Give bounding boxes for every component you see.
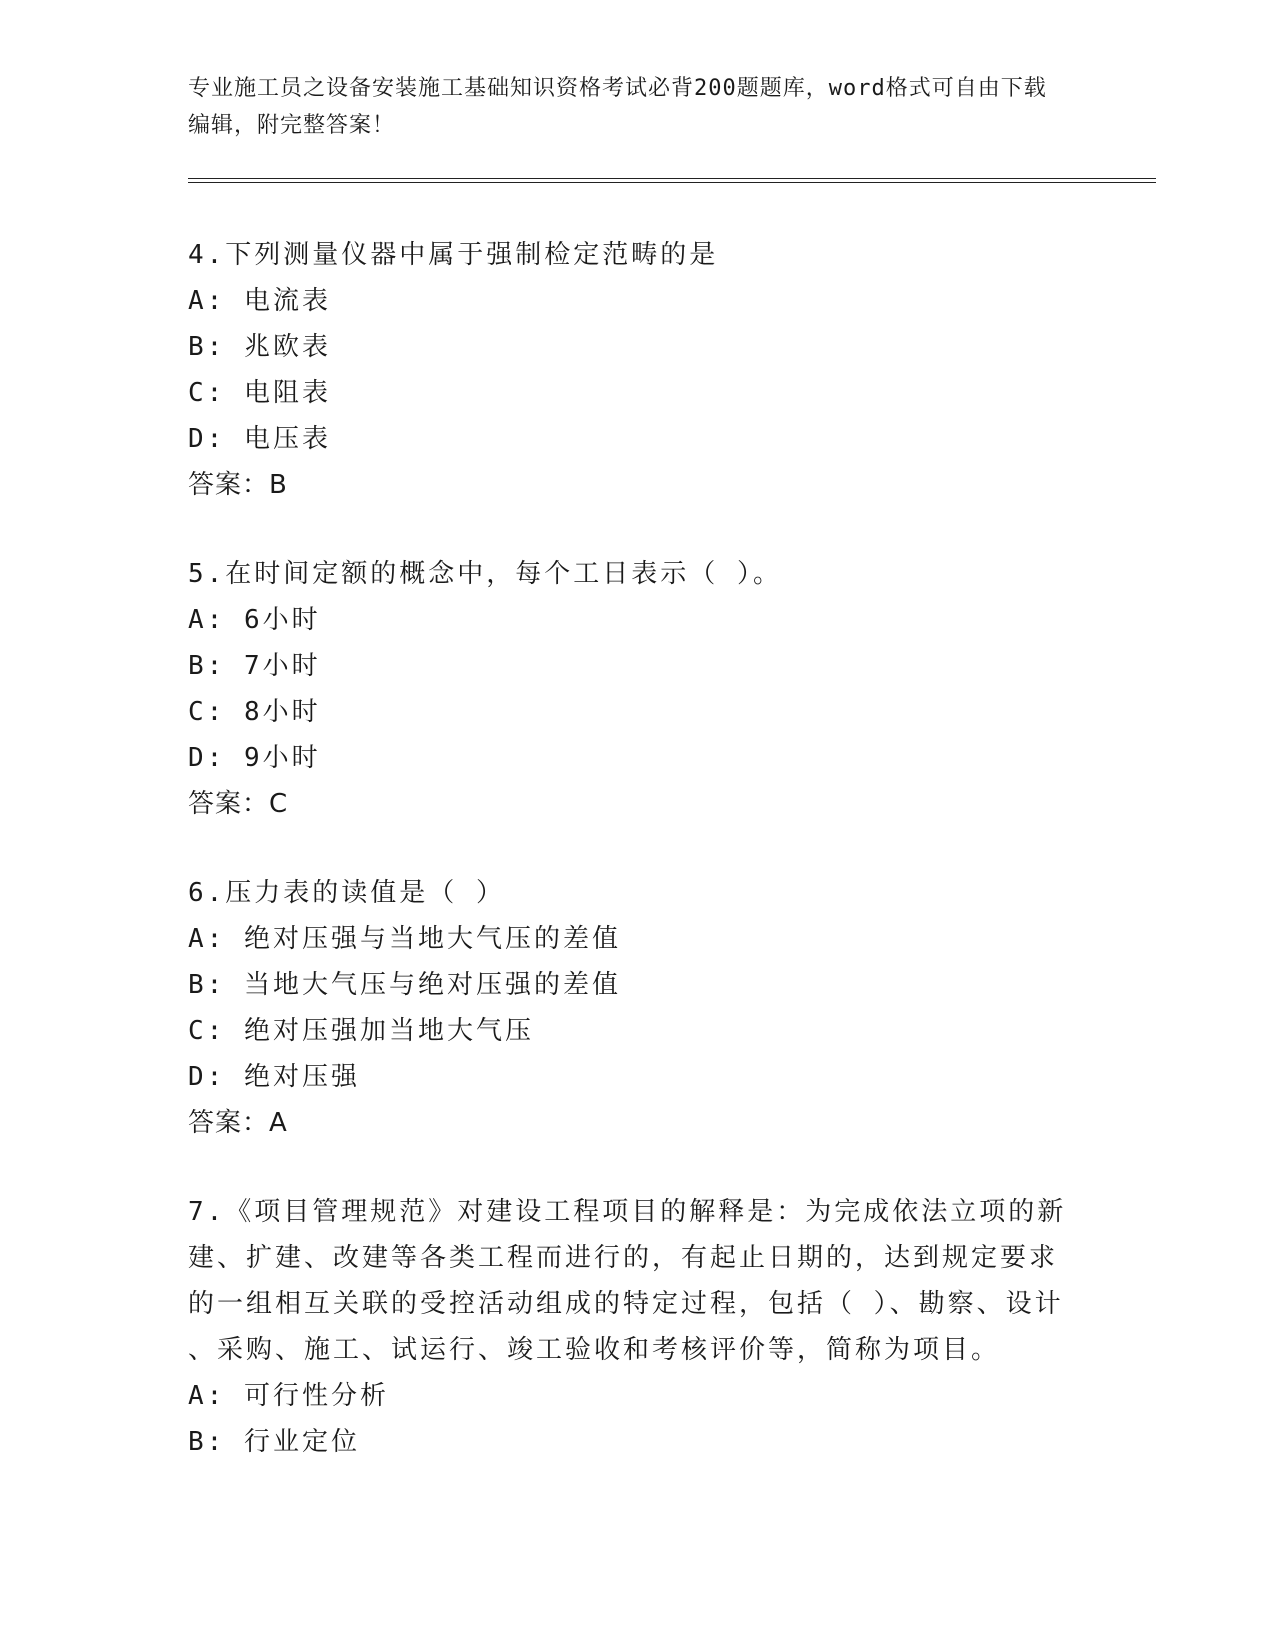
option-b: B: 兆欧表 <box>188 332 331 362</box>
option-a: A: 可行性分析 <box>188 1381 389 1411</box>
question-stem-line: 、采购、施工、试运行、竣工验收和考核评价等，简称为项目。 <box>188 1335 1001 1365</box>
option-a: A: 电流表 <box>188 286 331 316</box>
option-a: A: 6小时 <box>188 605 321 635</box>
option-d: D: 绝对压强 <box>188 1062 360 1092</box>
question-5 <box>188 551 1088 827</box>
option-d: D: 电压表 <box>188 424 331 454</box>
question-7 <box>188 1189 1088 1465</box>
question-6 <box>188 870 1088 1146</box>
answer-line: 答案：A <box>188 1108 288 1138</box>
option-c: C: 8小时 <box>188 697 321 727</box>
question-list <box>188 232 1088 1508</box>
question-stem-line: 7.《项目管理规范》对建设工程项目的解释是：为完成依法立项的新 <box>188 1197 1067 1227</box>
answer-line: 答案：C <box>188 789 289 819</box>
question-stem-line: 的一组相互关联的受控活动组成的特定过程，包括（ ）、勘察、设计 <box>188 1289 1064 1319</box>
option-b: B: 7小时 <box>188 651 321 681</box>
question-stem: 6.压力表的读值是（ ） <box>188 878 505 908</box>
question-stem: 4.下列测量仪器中属于强制检定范畴的是 <box>188 240 719 270</box>
option-d: D: 9小时 <box>188 743 321 773</box>
option-b: B: 行业定位 <box>188 1427 360 1457</box>
question-stem-line: 建、扩建、改建等各类工程而进行的，有起止日期的，达到规定要求 <box>188 1243 1059 1273</box>
question-stem: 5.在时间定额的概念中，每个工日表示（ ）。 <box>188 559 782 589</box>
header-intro-text: 专业施工员之设备安装施工基础知识资格考试必背200题题库，word格式可自由下载编辑，附完整答案！ <box>188 76 1047 138</box>
header-divider <box>188 178 1156 183</box>
option-c: C: 绝对压强加当地大气压 <box>188 1016 534 1046</box>
document-header <box>188 70 1068 144</box>
question-4 <box>188 232 1088 508</box>
answer-line: 答案：B <box>188 470 288 500</box>
option-c: C: 电阻表 <box>188 378 331 408</box>
option-a: A: 绝对压强与当地大气压的差值 <box>188 924 621 954</box>
option-b: B: 当地大气压与绝对压强的差值 <box>188 970 621 1000</box>
